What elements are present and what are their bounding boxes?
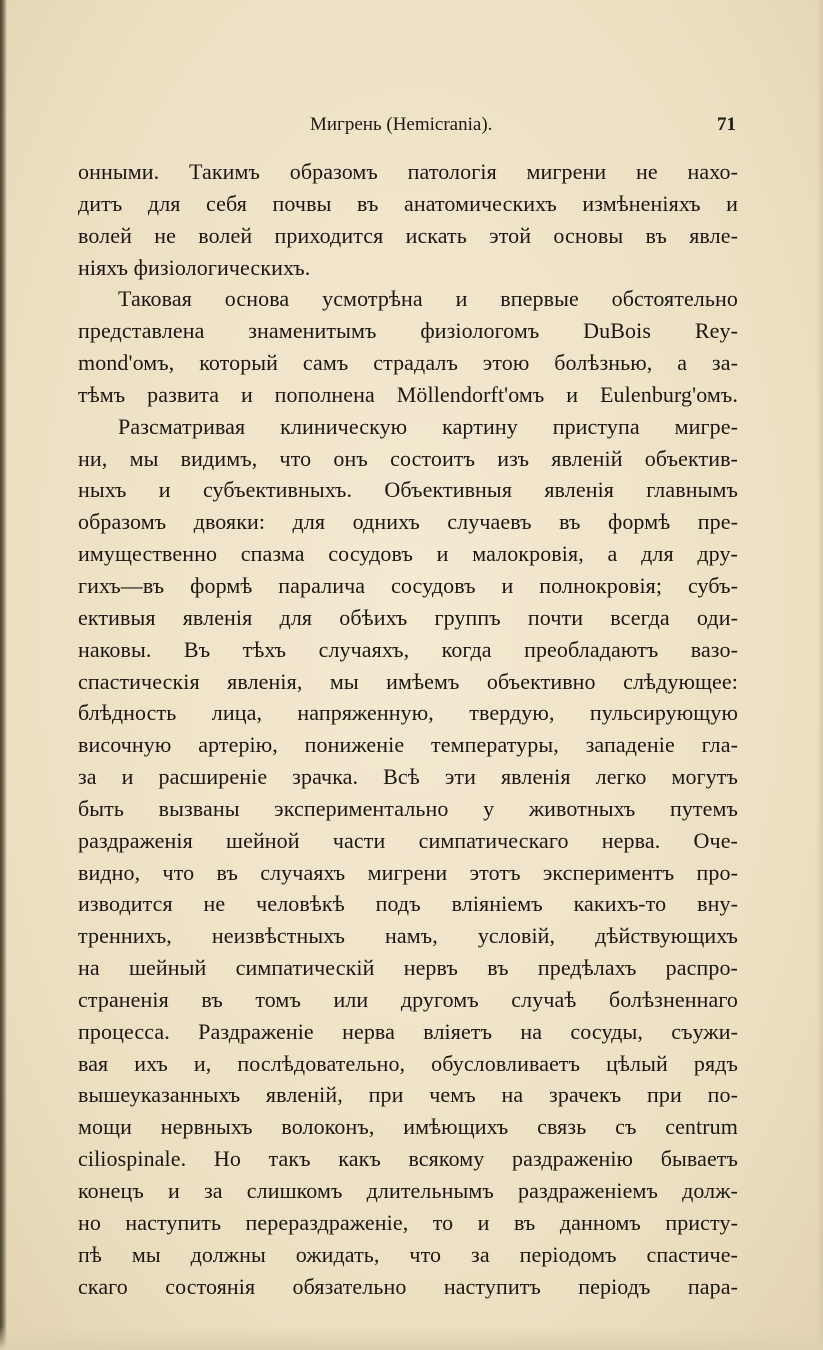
text-line: страненія въ томъ или другомъ случаѣ болѣзненнаго [78, 986, 738, 1012]
text-line: скаго состоянія обязательно наступитъ періодъ пара- [78, 1273, 738, 1299]
running-title: Мигрень (Hemicrania). [310, 114, 493, 135]
text-line: раздраженія шейной части симпатическаго нерва. Оче- [78, 827, 738, 853]
text-line: ныхъ и субъективныхъ. Объективныя явленія главнымъ [78, 477, 738, 503]
text-line: конецъ и за слишкомъ длительнымъ раздраженіемъ долж- [78, 1178, 738, 1203]
text-line: имущественно спазма сосудовъ и малокровія, а для дру- [78, 541, 738, 567]
text-line: онными. Такимъ образомъ патологія мигрени не нахо- [78, 159, 738, 184]
page-binding-edge [0, 0, 7, 1350]
text-line: спастическія явленія, мы имѣемъ объективно слѣдующее: [78, 668, 738, 694]
text-line: ніяхъ физіологическихъ. [78, 254, 311, 280]
text-line: пѣ мы должны ожидать, что за періодомъ спастиче- [78, 1241, 738, 1267]
page-header [78, 114, 738, 142]
text-line: тѣмъ развита и пополнена Möllendorft'омъ и Eulenburg'омъ. [78, 381, 738, 407]
text-line: видно, что въ случаяхъ мигрени этотъ экспериментъ про- [78, 859, 738, 885]
page-number: 71 [717, 114, 736, 135]
text-line: вышеуказанныхъ явленій, при чемъ на зрачекъ при по- [78, 1082, 738, 1108]
text-line: образомъ двояки: для однихъ случаевъ въ формѣ пре- [78, 509, 738, 535]
text-line: процесса. Раздраженіе нерва вліяетъ на сосуды, съужи- [78, 1018, 738, 1044]
text-line: представлена знаменитымъ физіологомъ DuBois Rey- [78, 318, 738, 344]
text-line: ни, мы видимъ, что онъ состоитъ изъ явленій объектив- [78, 445, 738, 471]
text-line: треннихъ, неизвѣстныхъ намъ, условій, дѣйствующихъ [78, 923, 738, 949]
text-line: mond'омъ, который самъ страдалъ этою болѣзнью, а за- [78, 350, 738, 376]
text-line: за и расширеніе зрачка. Всѣ эти явленія легко могутъ [78, 764, 738, 790]
text-line: ciliospinale. Но такъ какъ всякому раздраженію бываетъ [78, 1146, 738, 1172]
text-line: волей не волей приходится искать этой основы въ явле- [78, 222, 738, 248]
text-line: наковы. Въ тѣхъ случаяхъ, когда преобладаютъ вазо- [78, 636, 738, 662]
text-line: но наступить перераздраженіе, то и въ данномъ присту- [78, 1209, 738, 1235]
text-line: Таковая основа усмотрѣна и впервые обстоятельно [118, 286, 738, 312]
text-line: на шейный симпатическій нервъ въ предѣлахъ распро- [78, 955, 738, 981]
text-line: блѣдность лица, напряженную, твердую, пульсирующую [78, 700, 738, 726]
paragraph-1 [78, 156, 738, 283]
text-line: мощи нервныхъ волоконъ, имѣющихъ связь съ centrum [78, 1114, 738, 1140]
page-bottom-edge [0, 1326, 823, 1350]
text-line: вая ихъ и, послѣдовательно, обусловливаетъ цѣлый рядъ [78, 1050, 738, 1076]
body-text [78, 156, 738, 1302]
text-line: Разсматривая клиническую картину приступа мигре- [118, 413, 738, 439]
text-line: изводится не человѣкѣ подъ вліяніемъ какихъ-то вну- [78, 891, 738, 917]
text-line: гихъ—въ формѣ паралича сосудовъ и полнокровія; субъ- [78, 572, 738, 598]
page-right-edge [817, 0, 823, 1350]
paragraph-2 [78, 283, 738, 410]
paragraph-3 [78, 411, 738, 1303]
text-line: ективыя явленія для обѣихъ группъ почти всегда оди- [78, 604, 738, 630]
text-line: быть вызваны экспериментально у животныхъ путемъ [78, 795, 738, 821]
text-line: височную артерію, пониженіе температуры, западеніе гла- [78, 732, 738, 758]
text-line: дитъ для себя почвы въ анатомическихъ измѣненіяхъ и [78, 190, 738, 216]
